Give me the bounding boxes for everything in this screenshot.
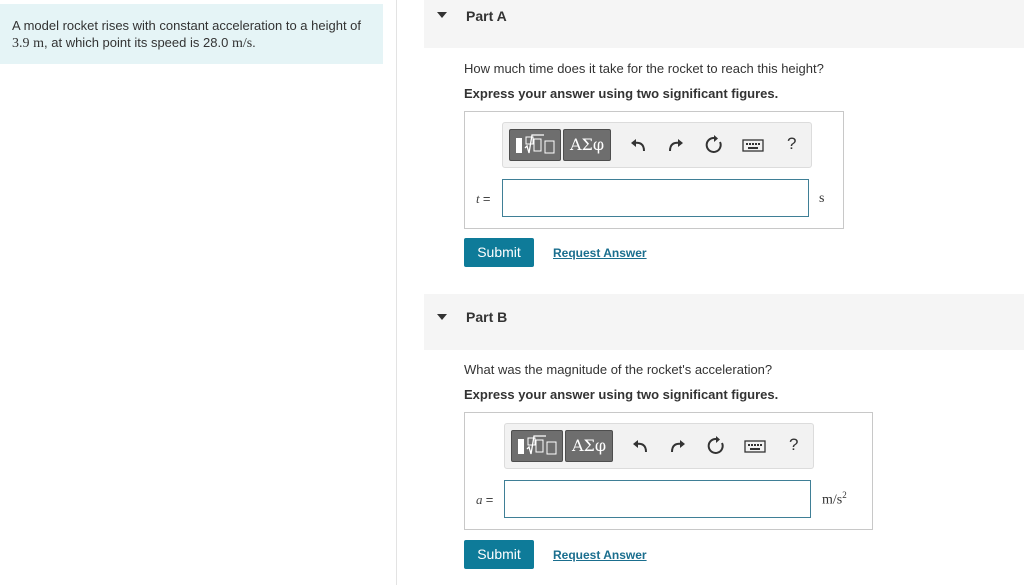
part-a-answer-box	[464, 111, 844, 229]
pane-divider	[396, 0, 397, 585]
keyboard-icon[interactable]	[744, 436, 766, 456]
reset-icon[interactable]	[706, 436, 726, 456]
part-b-answer-box	[464, 412, 873, 530]
unit-base: m/s	[822, 492, 843, 508]
templates-icon	[510, 130, 560, 160]
variable-a: a	[476, 492, 483, 507]
templates-icon	[512, 431, 562, 461]
unit-exponent: 2	[842, 490, 847, 500]
part-a-unit: s	[819, 191, 825, 206]
undo-icon[interactable]	[628, 135, 648, 155]
problem-text-2: , at which point its speed is	[44, 35, 200, 50]
variable-t: t	[476, 191, 480, 206]
help-icon[interactable]: ?	[787, 134, 797, 153]
problem-statement	[0, 4, 383, 64]
part-a-variable-label	[476, 191, 490, 207]
templates-button[interactable]	[509, 129, 561, 161]
problem-text: A model rocket rises with constant acceleration to a height of	[12, 18, 362, 33]
problem-text-3: .	[252, 35, 256, 50]
symbols-button[interactable]: ΑΣφ	[565, 430, 613, 462]
part-a-submit-button[interactable]: Submit	[464, 238, 534, 267]
equals-sign: =	[482, 191, 491, 206]
height-unit: m	[33, 36, 45, 51]
symbols-button[interactable]: ΑΣφ	[563, 129, 611, 161]
redo-icon[interactable]	[668, 436, 688, 456]
undo-icon[interactable]	[630, 436, 650, 456]
part-a-instruction: Express your answer using two significant figures.	[464, 86, 779, 101]
part-b-answer-input[interactable]	[504, 480, 811, 518]
part-b-question: What was the magnitude of the rocket's acceleration?	[464, 362, 773, 377]
part-b-submit-button[interactable]: Submit	[464, 540, 534, 569]
part-a-request-answer-link[interactable]: Request Answer	[553, 246, 647, 260]
part-a-header[interactable]	[424, 0, 1024, 48]
part-b-header[interactable]	[424, 294, 1024, 350]
collapse-caret-icon[interactable]	[437, 12, 447, 18]
help-icon[interactable]: ?	[789, 435, 799, 454]
reset-icon[interactable]	[704, 135, 724, 155]
part-b-request-answer-link[interactable]: Request Answer	[553, 548, 647, 562]
height-value: 3.9	[12, 36, 30, 51]
redo-icon[interactable]	[666, 135, 686, 155]
part-b-variable-label	[476, 492, 493, 508]
part-a-question: How much time does it take for the rocket to reach this height?	[464, 61, 824, 76]
part-b-unit	[822, 490, 847, 509]
speed-value: 28.0	[203, 35, 229, 50]
part-a-title: Part A	[466, 8, 507, 24]
part-b-instruction: Express your answer using two significant figures.	[464, 387, 779, 402]
keyboard-icon[interactable]	[742, 135, 764, 155]
part-a-answer-input[interactable]	[502, 179, 809, 217]
equals-sign: =	[485, 492, 494, 507]
part-b-math-toolbar	[504, 423, 814, 469]
templates-button[interactable]	[511, 430, 563, 462]
part-b-title: Part B	[466, 309, 508, 325]
part-a-math-toolbar	[502, 122, 812, 168]
collapse-caret-icon[interactable]	[437, 314, 447, 320]
speed-unit: m/s	[231, 36, 253, 51]
